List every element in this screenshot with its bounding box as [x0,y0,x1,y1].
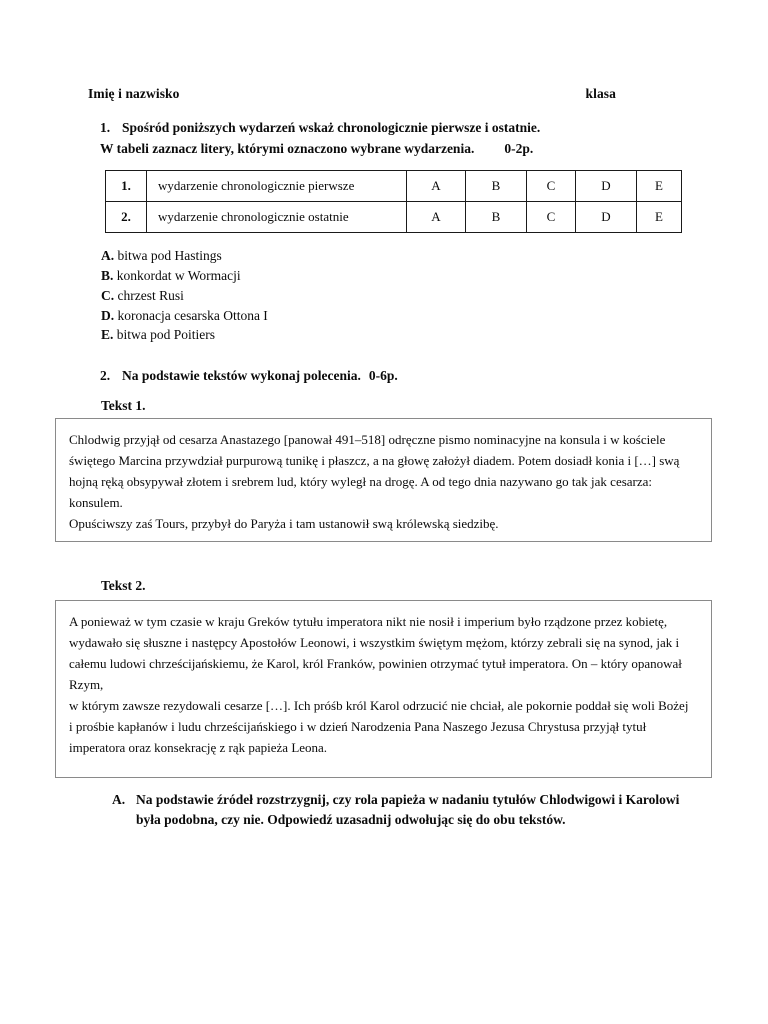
question-1-number: 1. [100,120,111,135]
option-letter: C. [101,287,115,303]
table-row-description: wydarzenie chronologicznie pierwsze [147,171,407,202]
list-item [101,325,268,345]
table-row-index: 2. [106,202,147,233]
question-2-text: Na podstawie tekstów wykonaj polecenia. [122,368,361,383]
option-letter: A. [101,248,115,263]
table-cell-option-e[interactable]: E [637,171,682,202]
class-label: klasa [585,86,616,101]
list-item [101,306,268,326]
answer-table [105,170,682,233]
question-2-points: 0-6p. [368,368,398,383]
tekst-2-paragraph-2: w którym zawsze rezydowali cesarze […]. Ich próśb król Karol odrzucić nie chciał, ale pokornie poddał się woli Bożej [69,698,689,714]
task-a-text: Na podstawie źródeł rozstrzygnij, czy rola papieża w nadaniu tytułów Chlodwigowi i Karolowi była podobna, czy nie. Odpowiedź uzasadnij odwołując się do obu tekstów. [136,792,680,828]
option-text: chrzest Rusi [117,287,184,303]
tekst-1-box [55,418,712,542]
table-row-index: 1. [106,171,147,202]
option-text: konkordat w Wormacji [116,267,241,283]
table-cell-option-e[interactable]: E [637,202,682,233]
list-item [101,266,268,286]
table-cell-option-c[interactable]: C [527,171,576,202]
question-1-text-line-2: W tabeli zaznacz litery, którymi oznaczono wybrane wydarzenia. [100,140,475,156]
option-text: koronacja cesarska Ottona I [117,307,268,323]
question-1-text-line-1: Spośród poniższych wydarzeń wskaż chronologicznie pierwsze i ostatnie. [122,120,541,135]
list-item [101,286,268,306]
table-row [106,202,682,233]
option-letter: E. [101,327,114,343]
task-a-block [112,790,692,831]
question-1-block [100,118,700,159]
tekst-2-paragraph-3: i prośbie kapłanów i ludu chrześcijańskiego i w dzień Narodzenia Pana Naszego Jezusa Chrystusa przyjął tytuł imperatora oraz konsekrację z rąk papieża Leona. [69,719,647,756]
task-a-letter: A. [112,792,126,807]
tekst-1-paragraph-2: Opuściwszy zaś Tours, przybył do Paryża i tam ustanowił swą królewską siedzibę. [69,516,499,532]
table-cell-option-a[interactable]: A [407,202,466,233]
document-header [88,86,616,102]
table-cell-option-d[interactable]: D [576,171,637,202]
table-cell-option-b[interactable]: B [466,171,527,202]
question-1-line-2 [100,139,700,160]
list-item [101,246,268,266]
tekst-1-paragraph-1: Chlodwig przyjął od cesarza Anastazego [panował 491–518] odręczne pismo nominacyjne na konsula i w kościele świętego Marcina przywdział purpurową tunikę i płaszcz, a na głowę założył diadem. Potem dosiadł konia i […] swą hojną ręką obsypywał złotem i srebrem lud, który wyległ na drogę. A od tego dnia nazywano go tak jak cesarza: konsulem. [69,432,680,511]
table-cell-option-b[interactable]: B [466,202,527,233]
tekst-2-paragraph-1: A ponieważ w tym czasie w kraju Greków tytułu imperatora nikt nie nosił i imperium było rządzone przez kobietę, wydawało się słuszne i następcy Apostołów Leonowi, i wszystkim świętym mężom, którzy zebrali się na synod, jak i całemu ludowi chrześcijańskiemu, że Karol, król Franków, powinien otrzymać tytuł imperatora. On – który opanował Rzym, [69,614,682,693]
student-name-label: Imię i nazwisko [88,86,180,101]
table-cell-option-a[interactable]: A [407,171,466,202]
option-letter: B. [101,267,114,283]
option-text: bitwa pod Hastings [117,248,222,263]
tekst-2-box [55,600,712,778]
question-1-line-1 [100,118,700,139]
table-row [106,171,682,202]
question-1-points: 0-2p. [504,140,534,156]
tekst-2-label: Tekst 2. [101,578,146,593]
option-letter: D. [101,307,115,323]
option-text: bitwa pod Poitiers [116,327,216,343]
answer-options-list [101,246,268,345]
table-row-description: wydarzenie chronologicznie ostatnie [147,202,407,233]
table-cell-option-c[interactable]: C [527,202,576,233]
tekst-1-label: Tekst 1. [101,398,146,413]
question-2-heading [100,368,398,384]
question-2-number: 2. [100,368,111,383]
table-cell-option-d[interactable]: D [576,202,637,233]
